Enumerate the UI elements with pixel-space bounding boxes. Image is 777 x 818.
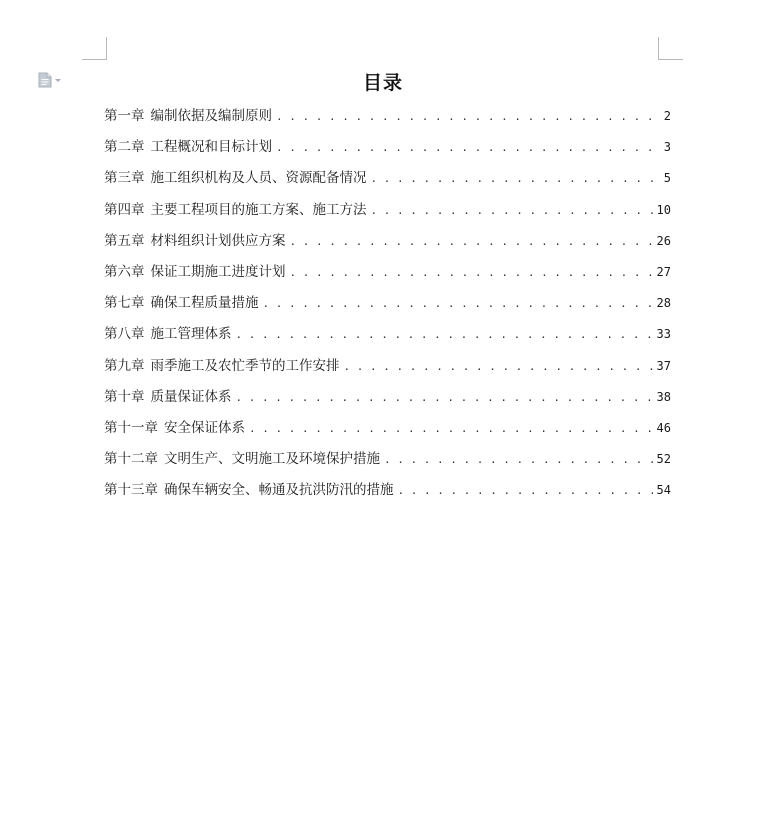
toc-chapter-number: 第二章: [104, 139, 145, 156]
toc-page-number: 28: [656, 296, 671, 311]
toc-title: 目录: [362, 72, 403, 94]
toc-chapter-title: 雨季施工及农忙季节的工作安排: [150, 357, 340, 374]
toc-page-number: 5: [663, 171, 671, 186]
toc-entry-label: [104, 230, 286, 252]
toc-entry[interactable]: [104, 355, 671, 386]
toc-page-number: 52: [656, 452, 671, 467]
toc-entry[interactable]: [104, 448, 671, 479]
toc-dot-leader: [236, 324, 653, 346]
toc-entry-label: [104, 479, 394, 501]
toc-chapter-title: 施工管理体系: [150, 326, 232, 343]
toc-entry-label: [104, 417, 245, 439]
toc-page-number: 33: [656, 327, 671, 342]
toc-chapter-number: 第五章: [104, 232, 145, 249]
toc-dot-leader: [398, 480, 653, 502]
toc-entry-label: [104, 323, 232, 345]
toc-entry-label: [104, 167, 367, 189]
toc-chapter-title: 确保工程质量措施: [150, 295, 259, 312]
toc-entry[interactable]: [104, 323, 671, 354]
toc-chapter-title: 质量保证体系: [150, 388, 232, 405]
toc-chapter-number: 第八章: [104, 326, 145, 343]
toc-entry[interactable]: [104, 479, 671, 510]
toc-page-number: 38: [656, 389, 671, 404]
toc-chapter-number: 第十章: [104, 388, 145, 405]
toc-entry[interactable]: [104, 230, 671, 261]
toc-entry-label: [104, 292, 259, 314]
toc-chapter-title: 保证工期施工进度计划: [150, 263, 286, 280]
toc-page-number: 37: [656, 358, 671, 373]
toc-dot-leader: [263, 293, 653, 315]
toc-page-number: 54: [656, 483, 671, 498]
toc-entry-label: [104, 355, 340, 377]
toc-dot-leader: [249, 418, 653, 440]
toc-entry[interactable]: [104, 136, 671, 167]
toc-chapter-title: 安全保证体系: [164, 419, 245, 436]
toc-dot-leader: [290, 231, 653, 253]
toc-dot-leader: [371, 200, 653, 222]
toc-chapter-title: 主要工程项目的施工方案、施工方法: [150, 201, 367, 218]
toc-entry[interactable]: [104, 261, 671, 292]
toc-entry[interactable]: [104, 417, 671, 448]
crop-mark-top-right: [658, 37, 683, 60]
toc-entry[interactable]: [104, 292, 671, 323]
toc-entry-label: [104, 386, 232, 408]
toc-chapter-number: 第九章: [104, 357, 145, 374]
toc-chapter-title: 工程概况和目标计划: [150, 139, 272, 156]
toc-entry[interactable]: [104, 167, 671, 198]
toc-entry-label: [104, 448, 380, 470]
toc-chapter-number: 第七章: [104, 295, 145, 312]
table-of-contents: [104, 105, 671, 510]
toc-page-number: 27: [656, 264, 671, 279]
toc-chapter-number: 第三章: [104, 170, 145, 187]
toc-chapter-number: 第一章: [104, 108, 145, 124]
toc-chapter-title: 编制依据及编制原则: [150, 108, 272, 124]
toc-page-number: 26: [656, 233, 671, 248]
toc-dot-leader: [344, 356, 653, 378]
toc-dot-leader: [276, 106, 657, 128]
toc-chapter-number: 第十三章: [104, 482, 158, 499]
toc-entry-label: [104, 261, 286, 283]
toc-entry[interactable]: [104, 386, 671, 417]
toc-page-number: 10: [656, 202, 671, 217]
toc-chapter-number: 第六章: [104, 263, 145, 280]
toc-entry-label: [104, 105, 272, 127]
toc-chapter-title: 确保车辆安全、畅通及抗洪防汛的措施: [164, 482, 394, 499]
crop-mark-top-left: [82, 37, 107, 60]
toc-entry[interactable]: [104, 105, 671, 136]
toc-dot-leader: [236, 387, 653, 409]
toc-dot-leader: [290, 262, 653, 284]
toc-page-number: 2: [663, 109, 671, 123]
toc-entry-label: [104, 199, 367, 221]
toc-dot-leader: [384, 449, 653, 471]
toc-entry-label: [104, 136, 272, 158]
toc-page-number: 46: [656, 420, 671, 435]
toc-chapter-number: 第十二章: [104, 451, 158, 468]
toc-chapter-title: 施工组织机构及人员、资源配备情况: [150, 170, 367, 187]
toc-chapter-number: 第四章: [104, 201, 145, 218]
toc-chapter-title: 文明生产、文明施工及环境保护措施: [164, 451, 380, 468]
toc-page-number: 3: [663, 140, 671, 155]
toc-entry[interactable]: [104, 199, 671, 230]
toc-dot-leader: [276, 137, 657, 159]
toc-dot-leader: [371, 168, 658, 190]
toc-chapter-title: 材料组织计划供应方案: [150, 232, 286, 249]
toc-chapter-number: 第十一章: [104, 419, 158, 436]
